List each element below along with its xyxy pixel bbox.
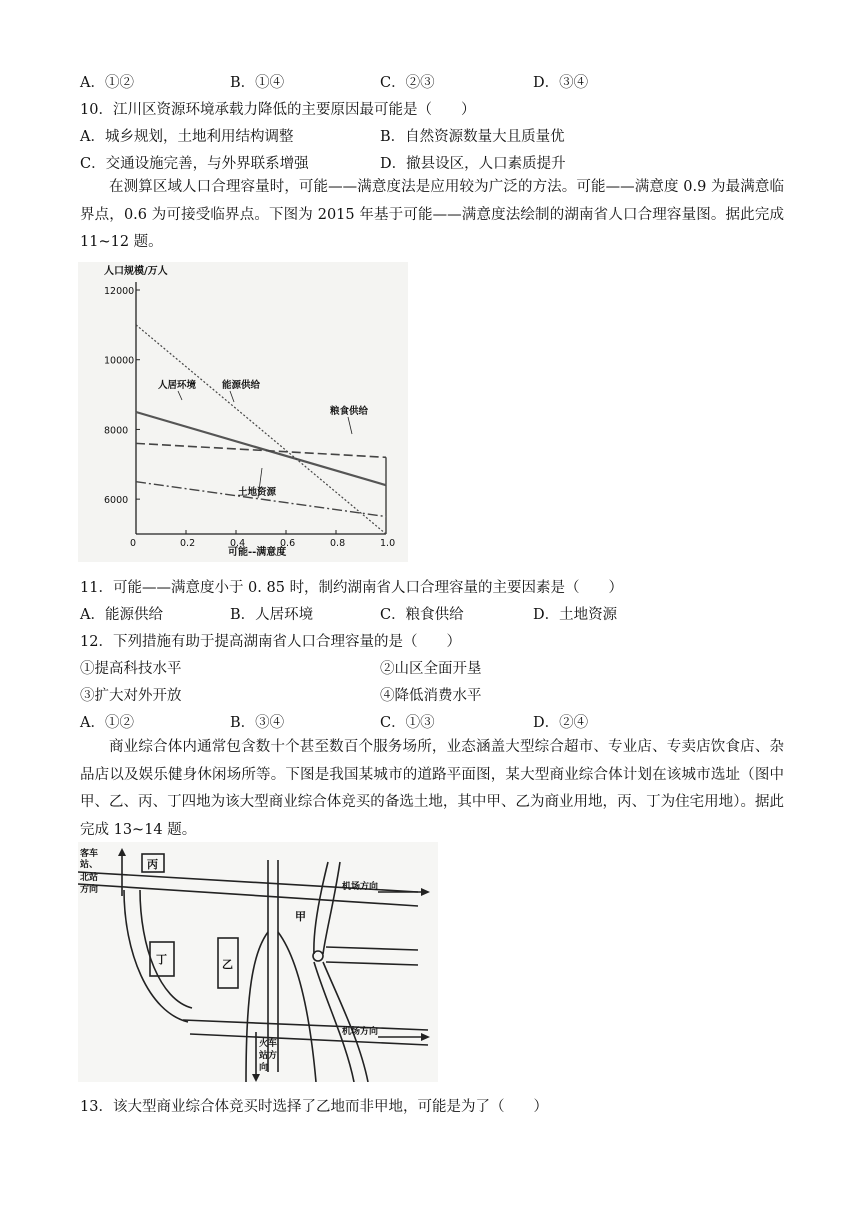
q12-item-3: ③扩大对外开放 bbox=[80, 688, 182, 704]
map-label-train-2: 站方 bbox=[259, 1051, 278, 1061]
q9-option-a: A．①② bbox=[80, 75, 134, 91]
series-leader-2 bbox=[348, 417, 352, 434]
y-tick-label: 12000 bbox=[104, 286, 135, 297]
city-road-map bbox=[78, 842, 438, 1082]
passage-population-capacity: 在测算区域人口合理容量时，可能——满意度法是应用较为广泛的方法。可能——满意度 0.9 为最满意临界点，0.6 为可接受临界点。下图为 2015 年基于可能——满意度法绘制的湖南省人口合理容量图。据此完成 11~12 题。 bbox=[80, 179, 784, 250]
series-line-1 bbox=[136, 325, 386, 534]
q11-option-d: D．土地资源 bbox=[533, 607, 618, 623]
q12-item-2: ②山区全面开垦 bbox=[380, 661, 482, 677]
road-east-upper bbox=[326, 947, 418, 950]
road-left-inner bbox=[140, 890, 192, 1008]
map-label-airport-bottom: 机场方向 bbox=[342, 1027, 379, 1037]
x-axis-title: 可能--满意度 bbox=[228, 547, 287, 558]
y-tick-label: 8000 bbox=[104, 425, 129, 437]
roundabout bbox=[313, 951, 323, 961]
plot-label-bing: 丙 bbox=[147, 858, 158, 871]
q9-option-c: C．②③ bbox=[380, 75, 435, 91]
q10-option-d: D．撤县设区，人口素质提升 bbox=[380, 156, 566, 172]
q10-option-a: A．城乡规划，土地利用结构调整 bbox=[80, 129, 294, 145]
q9-option-d: D．③④ bbox=[533, 75, 589, 91]
q11-option-c: C．粮食供给 bbox=[380, 607, 464, 623]
q12-option-a: A．①② bbox=[80, 715, 134, 731]
road-se-right bbox=[323, 962, 368, 1082]
passage-commercial-complex: 商业综合体内通常包含数十个甚至数百个服务场所，业态涵盖大型综合超市、专业店、专卖店饮食店、杂品店以及娱乐健身休闲场所等。下图是我国某城市的道路平面图，某大型商业综合体计划在该城市选址（图中甲、乙、丙、丁四地为该大型商业综合体竞买的备选土地，其中甲、乙为商业用地，丙、丁为住宅用地）。据此完成 13~14 题。 bbox=[80, 739, 784, 838]
x-tick-label: 1.0 bbox=[380, 538, 396, 549]
road-south-upper bbox=[183, 1020, 428, 1030]
series-label-0: 人居环境 bbox=[158, 380, 197, 391]
series-label-2: 粮食供给 bbox=[330, 406, 369, 417]
plot-label-jia: 甲 bbox=[295, 910, 306, 923]
x-tick-label: 0.2 bbox=[180, 538, 196, 549]
q11-option-b: B．人居环境 bbox=[230, 607, 314, 623]
arrow-left-head bbox=[118, 848, 126, 856]
y-tick-label: 10000 bbox=[104, 355, 135, 367]
q10-option-c: C．交通设施完善，与外界联系增强 bbox=[80, 156, 309, 172]
series-line-2 bbox=[136, 443, 386, 457]
q12-item-4: ④降低消费水平 bbox=[380, 688, 482, 704]
map-label-airport-top: 机场方向 bbox=[342, 882, 379, 892]
x-tick-label: 0 bbox=[130, 538, 137, 549]
q12-option-c: C．①③ bbox=[380, 715, 435, 731]
series-label-1: 能源供给 bbox=[222, 380, 261, 391]
map-label-left-3: 北站 bbox=[80, 873, 99, 883]
x-tick-label: 0.6 bbox=[280, 538, 296, 549]
map-label-train-3: 向 bbox=[259, 1063, 269, 1073]
map-label-left-2: 站、 bbox=[80, 860, 99, 870]
population-capacity-chart bbox=[78, 262, 408, 562]
q12-stem: 12．下列措施有助于提高湖南省人口合理容量的是（ ） bbox=[80, 634, 461, 650]
road-diagonal-right bbox=[278, 932, 316, 1082]
x-tick-label: 0.4 bbox=[230, 538, 246, 549]
q9-option-b: B．①④ bbox=[230, 75, 285, 91]
x-tick-label: 0.8 bbox=[330, 538, 346, 549]
plot-label-yi: 乙 bbox=[222, 958, 233, 971]
q12-item-1: ①提高科技水平 bbox=[80, 661, 182, 677]
q12-option-d: D．②④ bbox=[533, 715, 589, 731]
q12-option-b: B．③④ bbox=[230, 715, 285, 731]
q13-stem: 13．该大型商业综合体竞买时选择了乙地而非甲地，可能是为了（ ） bbox=[80, 1099, 548, 1115]
q11-option-a: A．能源供给 bbox=[80, 607, 163, 623]
series-leader-0 bbox=[178, 391, 182, 400]
q11-stem: 11．可能——满意度小于 0. 85 时，制约湖南省人口合理容量的主要因素是（ ） bbox=[80, 580, 624, 596]
road-south-lower bbox=[190, 1034, 428, 1045]
arrow-train-head bbox=[252, 1074, 260, 1082]
road-ne-right bbox=[323, 862, 340, 954]
y-axis-title: 人口规模/万人 bbox=[104, 266, 168, 277]
q10-stem: 10．江川区资源环境承载力降低的主要原因最可能是（ ） bbox=[80, 102, 476, 118]
q10-option-b: B．自然资源数量大且质量优 bbox=[380, 129, 565, 145]
plot-label-ding: 丁 bbox=[156, 953, 167, 966]
series-label-3: 土地资源 bbox=[238, 487, 277, 498]
y-tick-label: 6000 bbox=[104, 495, 129, 507]
map-label-left-4: 方向 bbox=[80, 885, 99, 895]
road-east-lower bbox=[326, 962, 418, 965]
map-label-train-1: 火车 bbox=[259, 1039, 278, 1049]
map-label-left-1: 客车 bbox=[80, 849, 99, 859]
series-leader-1 bbox=[230, 391, 234, 402]
